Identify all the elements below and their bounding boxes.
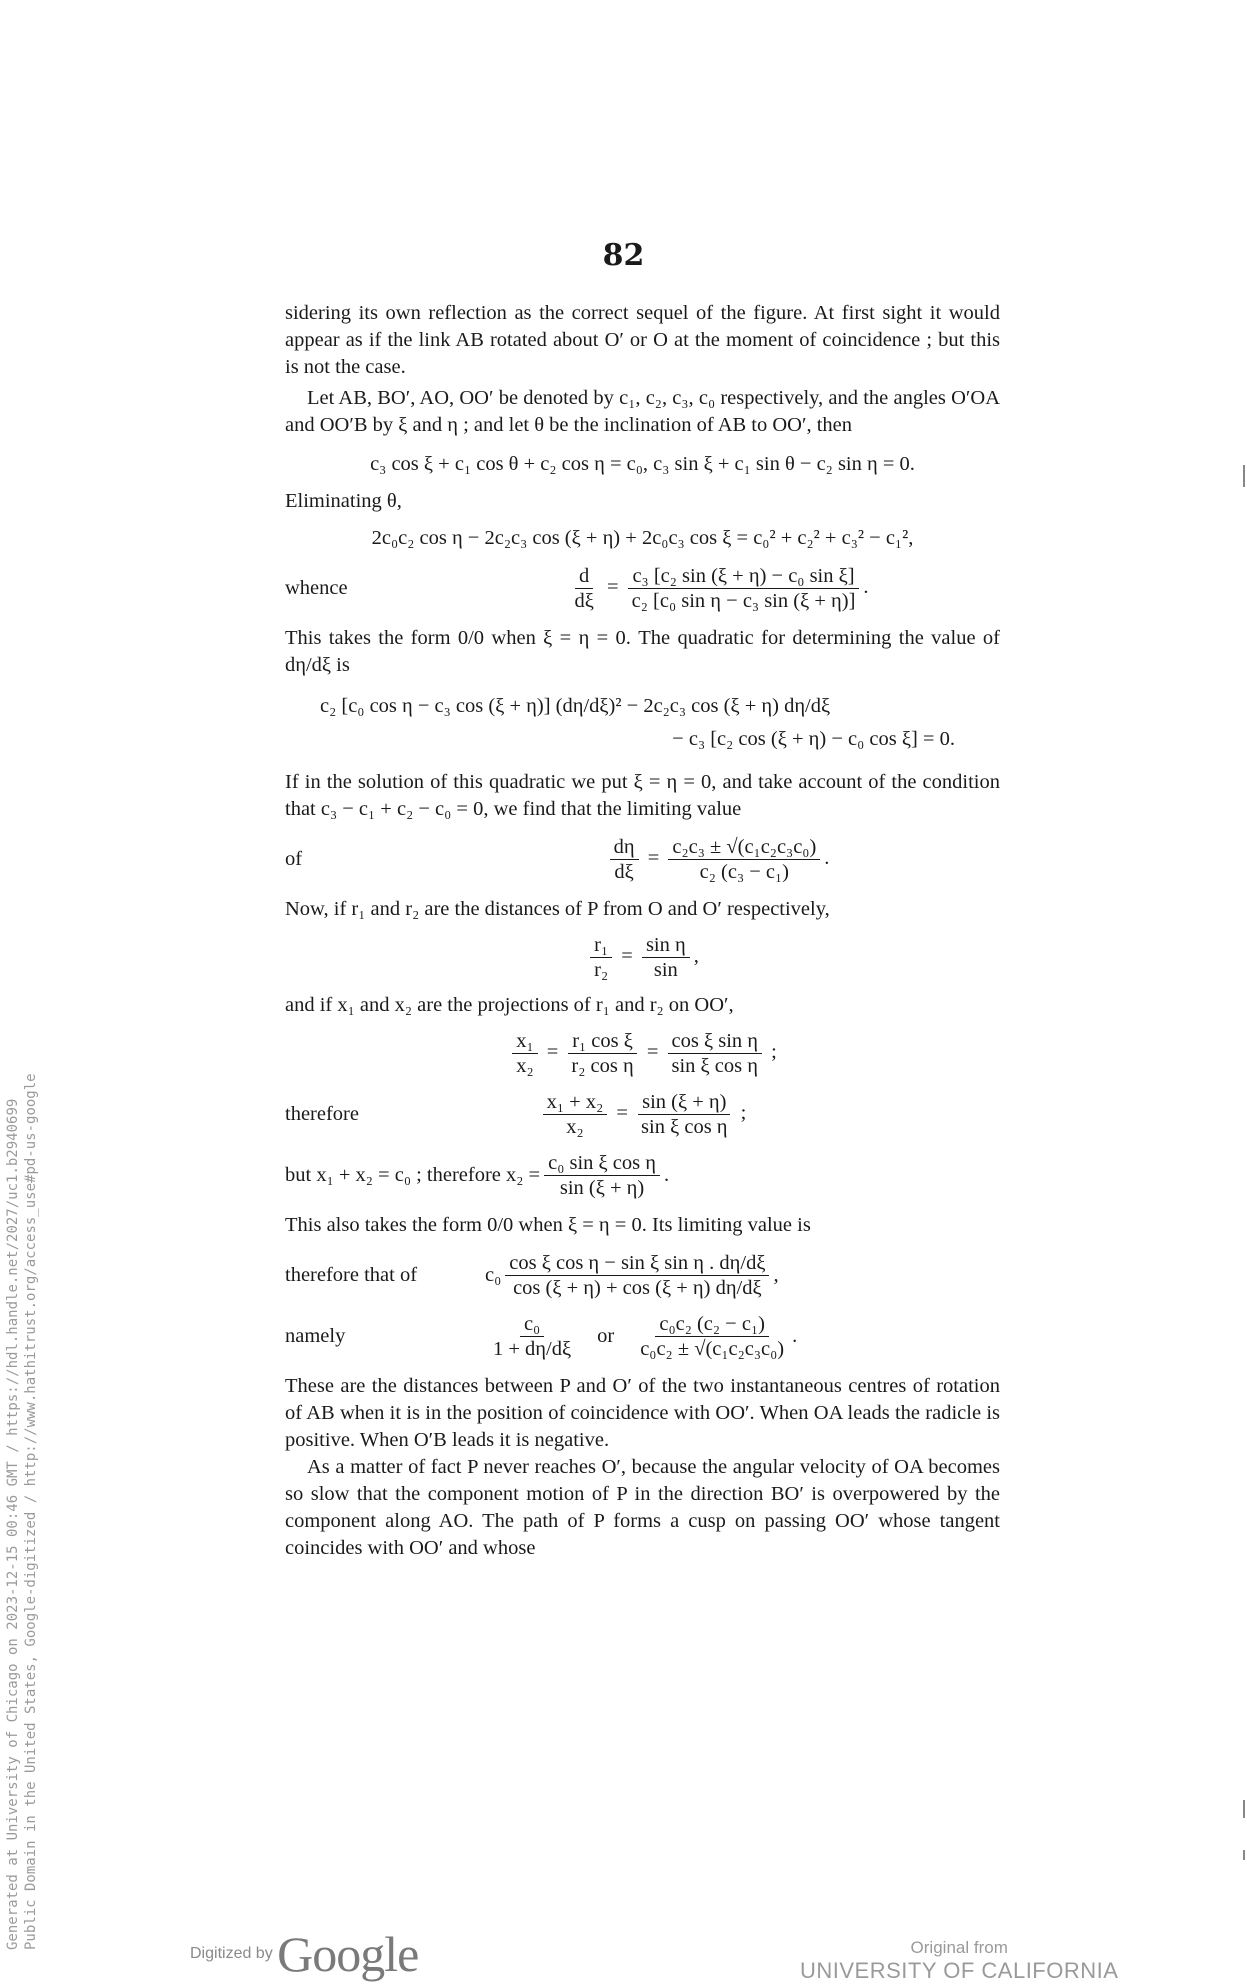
eq5-lhs-num: dη — [610, 835, 639, 860]
whence-label: whence — [285, 577, 348, 599]
equation-4-line-1: c₂ [c₀ cos η − c₃ cos (ξ + η)] (dη/dξ)² − 2c₂c₃ cos (ξ + η) dη/dξ — [320, 695, 831, 717]
scan-mark — [1243, 465, 1245, 487]
eq3-lhs-den: dξ — [574, 590, 594, 612]
eq7-b-num: r₁ cos ξ — [568, 1029, 637, 1054]
eq8-den: sin ξ cos η — [641, 1116, 728, 1138]
namely-label: namely — [285, 1325, 346, 1347]
digitized-by-google — [190, 1925, 418, 1983]
scan-mark — [1243, 1850, 1245, 1860]
eq11-a-num: c₀ — [520, 1312, 544, 1337]
eq9-num: c₀ sin ξ cos η — [544, 1151, 660, 1176]
eq7-a-den: x₂ — [516, 1055, 534, 1077]
university-label: UNIVERSITY OF CALIFORNIA — [800, 1958, 1119, 1983]
eq3-lhs-num: d — [575, 564, 593, 589]
page-body — [285, 300, 1000, 1562]
eq11-b-den: c₀c₂ ± √(c₁c₂c₃c₀) — [640, 1338, 785, 1360]
eq6-den: sin — [653, 959, 678, 981]
paragraph-4: If in the solution of this quadratic we put ξ = η = 0, and take account of the condition that c₃ − c₁ + c₂ − c₀ = 0, we find that the limiting value — [285, 771, 1000, 820]
paragraph-5: Now, if r₁ and r₂ are the distances of P from O and O′ respectively, — [285, 898, 830, 920]
paragraph-3: This takes the form 0/0 when ξ = η = 0. The quadratic for determining the value of dη/dξ is — [285, 627, 1000, 676]
but-text: but x₁ + x₂ = c₀ ; therefore x₂ = — [285, 1164, 541, 1186]
paragraph-1: sidering its own reflection as the correct sequel of the figure. At first sight it would appear as if the link AB rotated about O′ or O at the moment of coincidence ; but this is not the case. — [285, 302, 1000, 378]
original-from-footer — [800, 1938, 1118, 1984]
eq3-num: c₃ [c₂ sin (ξ + η) − c₀ sin ξ] — [628, 564, 858, 589]
original-from-label: Original from — [910, 1938, 1008, 1957]
equation-7: $\frac{\text{x₁}}{\text{x₂}}$ = $\frac{\text{r₁ cos ξ}}{\text{r₂ cos η}}$ = $\frac{\text{cos ξ sin η}}{\text{sin ξ cos η}}$ ; — [285, 1029, 1000, 1078]
eq7-b-den: r₂ cos η — [571, 1055, 634, 1077]
eq6-num: sin η — [642, 933, 690, 958]
watermark-line-1: Generated at University of Chicago on 2023-12-15 00:46 GMT / https://hdl.handle.net/2027/uc1.b2940699 — [5, 1098, 21, 1950]
eq7-c-den: sin ξ cos η — [671, 1055, 758, 1077]
scan-mark — [1243, 1800, 1245, 1818]
eq7-a-num: x₁ — [512, 1029, 537, 1054]
or-label: or — [597, 1325, 615, 1347]
page-number: 82 — [602, 238, 645, 273]
equation-8: therefore $\frac{\text{x₁ + x₂}}{\text{x₂}}$ = $\frac{\sin (\xi + \eta)}{\text{sin ξ cos η}}$ ; — [285, 1091, 747, 1138]
equation-2: 2c₀c₂ cos η − 2c₂c₃ cos (ξ + η) + 2c₀c₃ cos ξ = c₀² + c₂² + c₃² − c₁², — [371, 527, 914, 549]
equation-6: $\frac{\text{r₁}}{\text{r₂}}$ = $\frac{\text{sin η}}{\sin}$ , — [285, 933, 1000, 982]
eq10-coef: c₀ — [485, 1264, 502, 1286]
equation-10: therefore that of c₀ $\frac{\text{cos ξ cos η − sin ξ sin η . dη/dξ}}{\cos (\xi + \eta) + \cos (\xi + \eta) d\eta/d\xi}$ , — [285, 1252, 779, 1299]
paragraph-8: These are the distances between P and O′ of the two instantaneous centres of rotation of AB when it is in the position of coincidence with OO′. When OA leads the radicle is positive. When O′B leads it is negative. — [285, 1375, 1000, 1451]
digitized-by-label: Digitized by — [190, 1945, 273, 1962]
eq7-c-num: cos ξ sin η — [668, 1029, 762, 1054]
eq11-b-num: c₀c₂ (c₂ − c₁) — [655, 1312, 769, 1337]
paragraph-7: This also takes the form 0/0 when ξ = η = 0. Its limiting value is — [285, 1214, 811, 1236]
hathitrust-watermark — [4, 950, 40, 1950]
equation-4-line-2: − c₃ [c₂ cos (ξ + η) − c₀ cos ξ] = 0. — [672, 728, 955, 750]
eq3-den: c₂ [c₀ sin η − c₃ sin (ξ + η)] — [631, 590, 856, 612]
equation-11: namely $\frac{\text{c₀}}{1 + d\eta/d\xi}$ or $\frac{\text{c₀c₂ (c₂ − c₁)}}{\text{c₀c₂ ± √(c₁c₂c₃c₀)}}$ . — [285, 1313, 798, 1360]
eq8-lhs-den: x₂ — [566, 1116, 584, 1138]
eq6-lhs-den: r₂ — [594, 959, 609, 981]
paragraph-9: As a matter of fact P never reaches O′, because the angular velocity of OA becomes so slow that the component motion of P in the direction BO′ is overpowered by the component along AO. The path of P forms a cusp on passing OO′ whose tangent coincides with OO′ and whose — [285, 1456, 1000, 1559]
paragraph-6: and if x₁ and x₂ are the projections of r₁ and r₂ on OO′, — [285, 994, 734, 1016]
eq6-lhs-num: r₁ — [590, 933, 612, 958]
eliminating-label: Eliminating θ, — [285, 490, 402, 512]
therefore-that-of-label: therefore that of — [285, 1264, 418, 1286]
equation-1: c₃ cos ξ + c₁ cos θ + c₂ cos η = c₀, c₃ sin ξ + c₁ sin θ − c₂ sin η = 0. — [370, 453, 915, 475]
eq11-a-den: 1 + dη/dξ — [493, 1338, 572, 1360]
eq5-num: c₂c₃ ± √(c₁c₂c₃c₀) — [668, 835, 820, 860]
google-logo: Google — [277, 1926, 419, 1982]
of-label: of — [285, 848, 303, 870]
eq8-lhs-num: x₁ + x₂ — [543, 1090, 608, 1115]
eq8-num: sin (ξ + η) — [638, 1090, 730, 1115]
therefore-label: therefore — [285, 1103, 359, 1125]
equation-9: but x₁ + x₂ = c₀ ; therefore x₂ = $\frac{\text{c₀ sin ξ cos η}}{\sin (\xi + \eta)}$ . — [285, 1152, 670, 1199]
eq5-lhs-den: dξ — [614, 861, 634, 883]
eq10-num: cos ξ cos η − sin ξ sin η . dη/dξ — [505, 1251, 769, 1276]
eq10-den: cos (ξ + η) + cos (ξ + η) dη/dξ — [513, 1277, 762, 1299]
equation-3: whence $\frac{d}{d\xi}$ = $\frac{\text{c₃ [c₂ sin (ξ + η) − c₀ sin ξ]}}{\text{c₂ [c₀ sin η − c₃ sin (ξ + η)]}}$ . — [285, 565, 869, 612]
eq9-den: sin (ξ + η) — [559, 1177, 645, 1199]
equation-5: of $\frac{d\eta}{d\xi}$ = $\frac{\text{c₂c₃ ± √(c₁c₂c₃c₀)}}{\text{c₂ (c₃ − c₁)}}$ . — [285, 836, 830, 883]
paragraph-2: Let AB, BO′, AO, OO′ be denoted by c₁, c₂, c₃, c₀ respectively, and the angles O′OA and OO′B by ξ and η ; and let θ be the inclination of AB to OO′, then — [285, 387, 1000, 436]
watermark-line-2: Public Domain in the United States, Google-digitized / http://www.hathitrust.org/access_use#pd-us-google — [23, 1073, 39, 1950]
eq5-den: c₂ (c₃ − c₁) — [699, 861, 789, 883]
